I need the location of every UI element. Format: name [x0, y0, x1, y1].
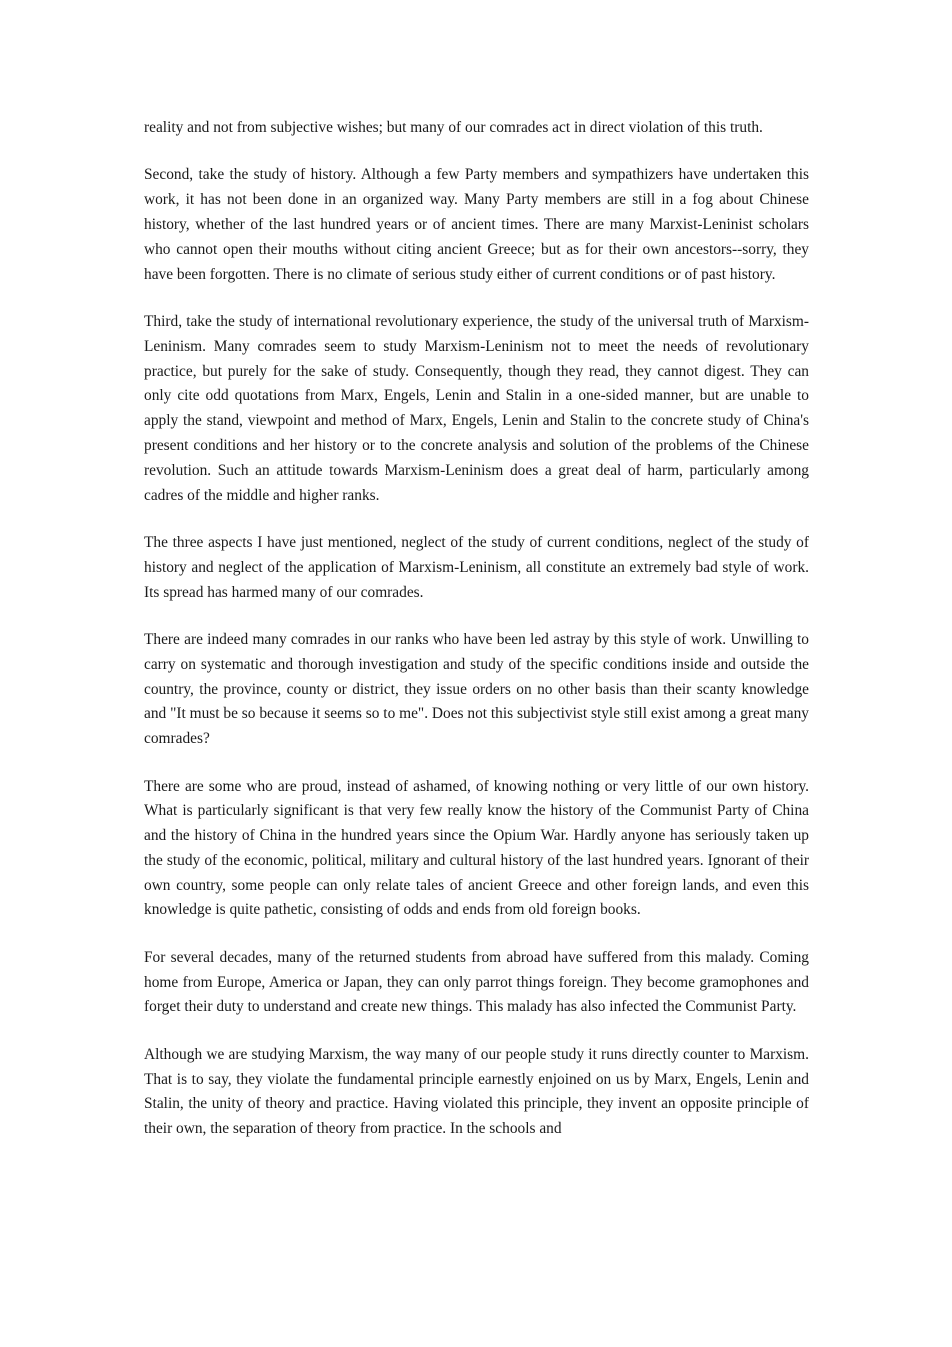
paragraph-theory-practice: Although we are studying Marxism, the way many of our people study it runs directly counter to Marxism. That is to say, they violate the fundamental principle earnestly enjoined on us by Marx, Engels, Lenin and Stalin, the unity of theory and practice. Having violated this principle, they invent an opposite principle of their own, the separation of theory from practice. In the schools and [144, 1045, 809, 1138]
paragraph-returned-students: For several decades, many of the returned students from abroad have suffered from this malady. Coming home from Europe, America or Japan, they can only parrot things foreign. They become gramophones and forget their duty to understand and create new things. This malady has also infected the Communist Party. [144, 948, 809, 1016]
paragraph-led-astray: There are indeed many comrades in our ranks who have been led astray by this style of work. Unwilling to carry on systematic and thorough investigation and study of the specific conditions inside and outside the country, the province, county or district, they issue orders on no other basis than their scanty knowledge and "It must be so because it seems so to me". Does not this subjectivist style still exist among a great many comrades? [144, 630, 809, 748]
paragraph-international-experience: Third, take the study of international revolutionary experience, the study of the universal truth of Marxism-Leninism. Many comrades seem to study Marxism-Leninism not to meet the needs of revolutionary practice, but purely for the sake of study. Consequently, though they read, they cannot digest. They can only cite odd quotations from Marx, Engels, Lenin and Stalin in a one-sided manner, but are unable to apply the stand, viewpoint and method of Marx, Engels, Lenin and Stalin to the concrete study of China's present conditions and her history or to the concrete analysis and solution of the problems of the Chinese revolution. Such an attitude towards Marxism-Leninism does a great deal of harm, particularly among cadres of the middle and higher ranks. [144, 312, 809, 504]
paragraph-three-aspects: The three aspects I have just mentioned, neglect of the study of current conditions, neglect of the study of history and neglect of the application of Marxism-Leninism, all constitute an extremely bad style of work. Its spread has harmed many of our comrades. [144, 533, 809, 601]
document-page [144, 116, 809, 1142]
paragraph-study-of-history: Second, take the study of history. Although a few Party members and sympathizers have undertaken this work, it has not been done in an organized way. Many Party members are still in a fog about Chinese history, whether of the last hundred years or of ancient times. There are many Marxist-Leninist scholars who cannot open their mouths without citing ancient Greece; but as for their own ancestors--sorry, they have been forgotten. There is no climate of serious study either of current conditions or of past history. [144, 166, 809, 283]
paragraph-continuation: reality and not from subjective wishes; but many of our comrades act in direct violation of this truth. [144, 119, 763, 136]
paragraph-own-history: There are some who are proud, instead of ashamed, of knowing nothing or very little of our own history. What is particularly significant is that very few really know the history of the Communist Party of China and the history of China in the hundred years since the Opium War. Hardly anyone has seriously taken up the study of the economic, political, military and cultural history of the last hundred years. Ignorant of their own country, some people can only relate tales of ancient Greece and other foreign lands, and even this knowledge is quite pathetic, consisting of odds and ends from old foreign books. [144, 777, 809, 919]
